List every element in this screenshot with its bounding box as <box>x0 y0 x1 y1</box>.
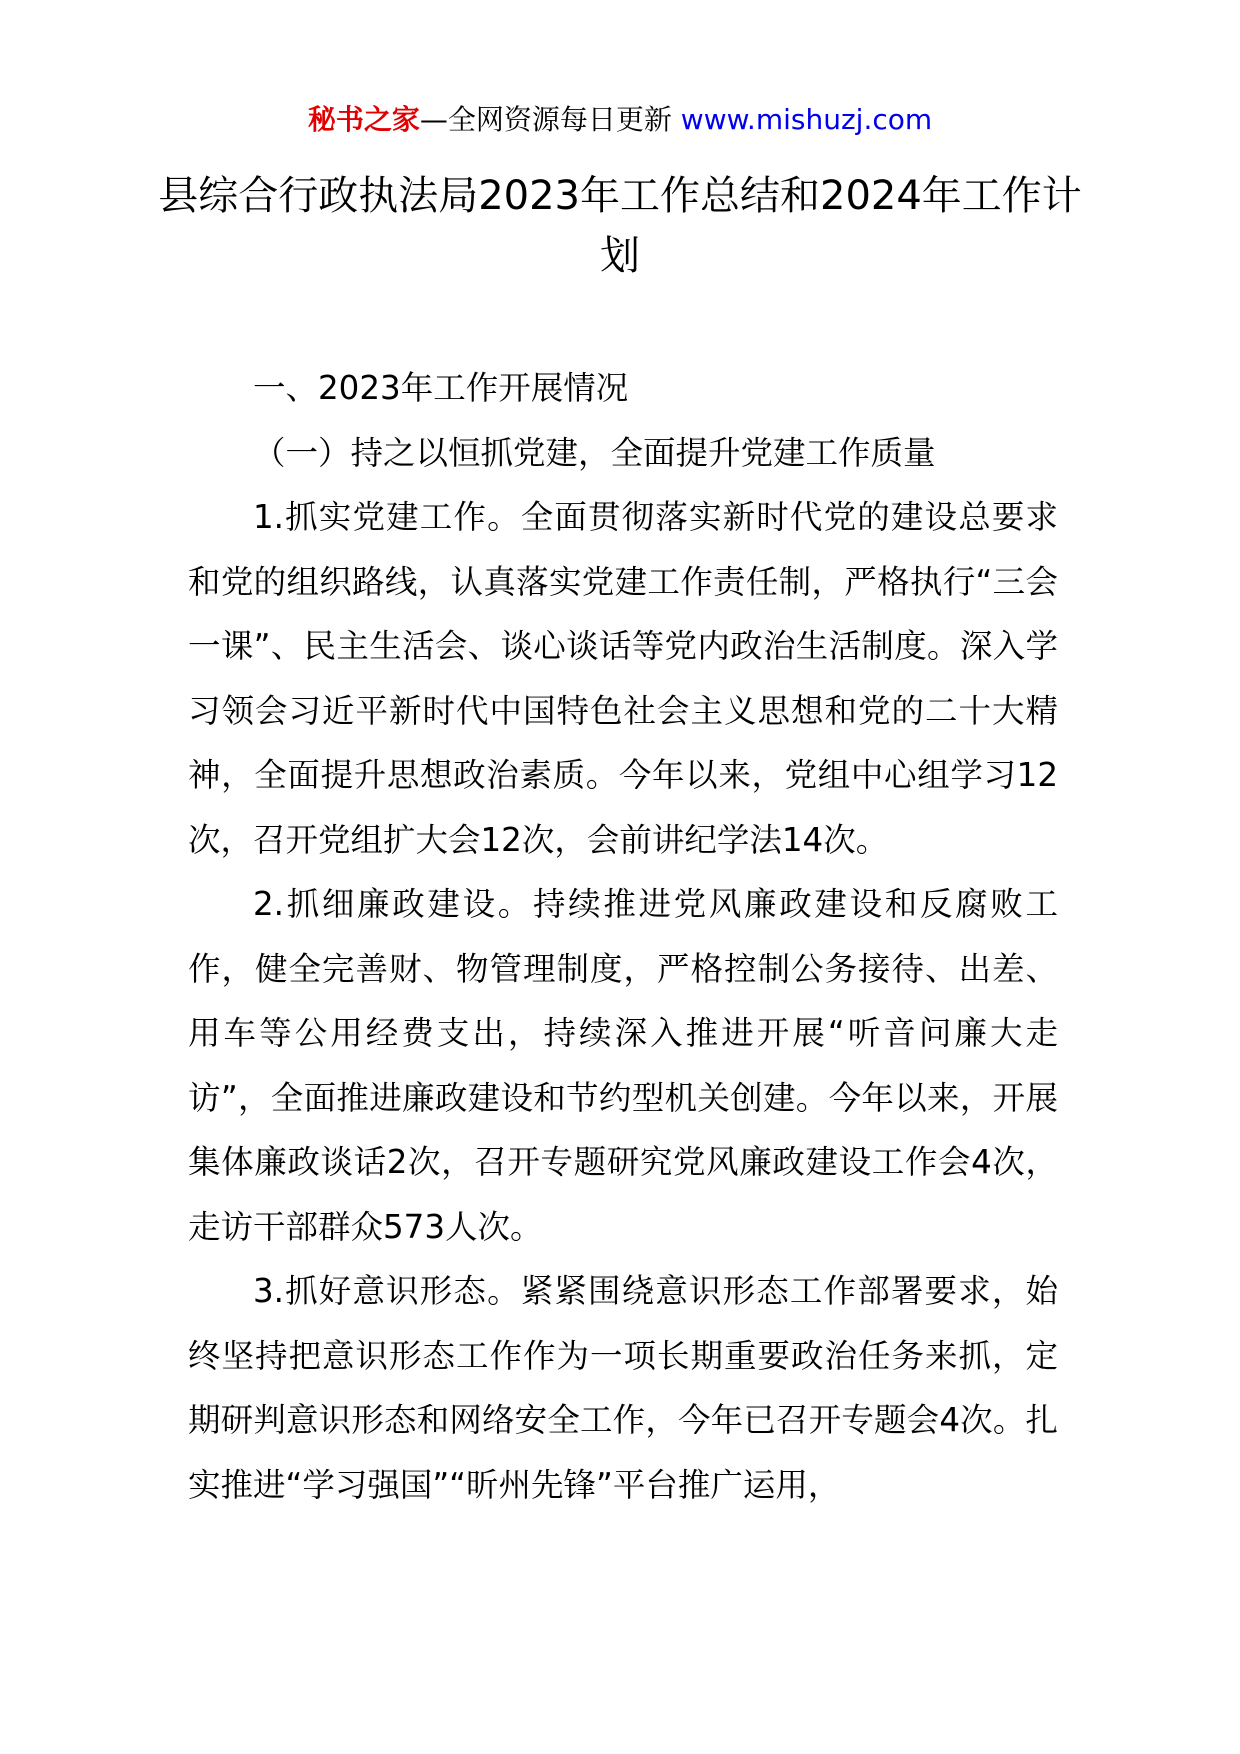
paragraph-integrity: 2.抓细廉政建设。持续推进党风廉政建设和反腐败工作，健全完善财、物管理制度，严格控制公务接待、出差、用车等公用经费支出，持续深入推进开展“听音问廉大走访”，全面推进廉政建设和节约型机关创建。今年以来，开展集体廉政谈话2次，召开专题研究党风廉政建设工作会4次，走访干部群众573人次。 <box>188 885 1058 1246</box>
header-tagline: —全网资源每日更新 <box>419 103 672 136</box>
paragraph-ideology: 3.抓好意识形态。紧紧围绕意识形态工作部署要求，始终坚持把意识形态工作作为一项长期重要政治任务来抓，定期研判意识形态和网络安全工作，今年已召开专题会4次。扎实推进“学习强国”“昕州先锋”平台推广运用， <box>188 1272 1058 1504</box>
watermark-header <box>0 100 1240 140</box>
brand-name: 秘书之家 <box>307 103 420 136</box>
section-heading: 一、2023年工作开展情况 <box>253 369 629 407</box>
paragraph-party-building: 1.抓实党建工作。全面贯彻落实新时代党的建设总要求和党的组织路线，认真落实党建工作责任制，严格执行“三会一课”、民主生活会、谈心谈话等党内政治生活制度。深入学习领会习近平新时代中国特色社会主义思想和党的二十大精神，全面提升思想政治素质。今年以来，党组中心组学习12次，召开党组扩大会12次，会前讲纪学法14次。 <box>188 498 1058 859</box>
document-title: 县综合行政执法局2023年工作总结和2024年工作计划 <box>158 173 1082 279</box>
document-body <box>188 356 1058 1517</box>
website-link[interactable]: www.mishuzj.com <box>680 103 933 136</box>
subsection-heading: （一）持之以恒抓党建，全面提升党建工作质量 <box>253 433 936 472</box>
